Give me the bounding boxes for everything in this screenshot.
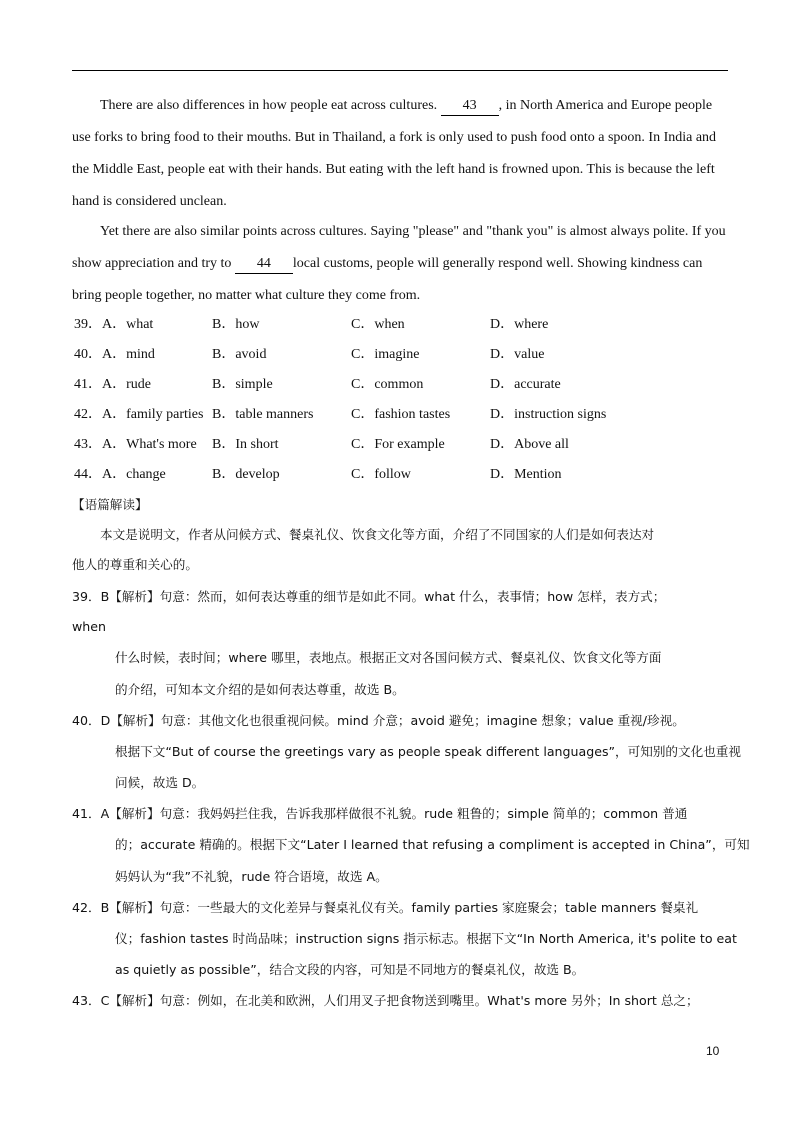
analysis-heading: 【语篇解读】 [72, 497, 148, 512]
blank-44: 44 [235, 255, 293, 274]
header-rule [72, 70, 728, 71]
explanation-line: 41．A【解析】句意：我妈妈拦住我，告诉我那样做很不礼貌。rude 粗鲁的；simple 简单的；common 普通 [72, 806, 688, 821]
summary-line-2: 他人的尊重和关心的。 [72, 557, 198, 572]
explanation-line: 39．B【解析】句意：然而，如何表达尊重的细节是如此不同。what 什么，表事情；how 怎样，表方式； [72, 589, 666, 604]
option-a: A．change [102, 467, 166, 482]
option-c: C．For example [351, 437, 445, 452]
explanation-line: 的；accurate 精确的。根据下文“Later I learned that refusing a compliment is accepted in China”，可知 [115, 837, 750, 852]
passage-p2-before: Yet there are also similar points across cultures. Saying "please" and "thank you" is almost always polite. If you show appreciation and try to [72, 224, 726, 271]
option-a: A．rude [102, 377, 151, 392]
option-c: C．when [351, 317, 405, 332]
option-b: B．In short [212, 437, 279, 452]
option-d: D．Above all [490, 437, 569, 452]
explanation-line: when [72, 619, 107, 634]
option-d: D．value [490, 347, 545, 362]
option-c: C．fashion tastes [351, 407, 451, 422]
option-c: C．common [351, 377, 424, 392]
question-number: 41． [74, 377, 102, 392]
explanation-line: 的介绍，可知本文介绍的是如何表达尊重，故选 B。 [115, 682, 405, 697]
explanation-line: 仪；fashion tastes 时尚品味；instruction signs 指示标志。根据下文“In North America, it's polite to eat [115, 931, 737, 946]
question-number: 40． [74, 347, 102, 362]
option-b: B．avoid [212, 347, 267, 362]
question-number: 44． [74, 467, 102, 482]
option-d: D．Mention [490, 467, 562, 482]
option-d: D．where [490, 317, 549, 332]
option-d: D．accurate [490, 377, 561, 392]
explanation-line: 根据下文“But of course the greetings vary as people speak different languages”，可知别的文化也重视 [115, 744, 741, 759]
explanation-line: 妈妈认为“我”不礼貌，rude 符合语境，故选 A。 [115, 869, 388, 884]
option-b: B．table manners [212, 407, 314, 422]
passage-p1-before: There are also differences in how people eat across cultures. [100, 98, 441, 113]
option-a: A．mind [102, 347, 155, 362]
option-c: C．imagine [351, 347, 420, 362]
explanation-line: as quietly as possible”，结合文段的内容，可知是不同地方的餐桌礼仪，故选 B。 [115, 962, 585, 977]
option-c: C．follow [351, 467, 411, 482]
question-number: 42． [74, 407, 102, 422]
option-b: B．simple [212, 377, 273, 392]
option-d: D．instruction signs [490, 407, 607, 422]
option-b: B．develop [212, 467, 280, 482]
explanation-line: 问候，故选 D。 [115, 775, 205, 790]
option-a: A．what [102, 317, 154, 332]
question-number: 43． [74, 437, 102, 452]
question-number: 39． [74, 317, 102, 332]
passage-p2-after: local customs, people will generally respond well. Showing kindness can bring people together, no matter what culture they come from. [72, 256, 703, 303]
summary-line-1: 本文是说明文，作者从问候方式、餐桌礼仪、饮食文化等方面，介绍了不同国家的人们是如何表达对 [100, 527, 655, 542]
passage-paragraph-1 [72, 90, 732, 218]
blank-43: 43 [441, 97, 499, 116]
option-a: A．family parties [102, 407, 204, 422]
explanation-line: 42．B【解析】句意：一些最大的文化差异与餐桌礼仪有关。family parties 家庭聚会；table manners 餐桌礼 [72, 900, 699, 915]
page-number: 10 [706, 1044, 720, 1058]
explanation-line: 40．D【解析】句意：其他文化也很重视问候。mind 介意；avoid 避免；imagine 想象；value 重视/珍视。 [72, 713, 685, 728]
passage-paragraph-2 [72, 216, 732, 312]
explanation-line: 什么时候，表时间；where 哪里，表地点。根据正文对各国问候方式、餐桌礼仪、饮食文化等方面 [115, 650, 662, 665]
explanation-line: 43．C【解析】句意：例如，在北美和欧洲，人们用叉子把食物送到嘴里。What's more 另外；In short 总之； [72, 993, 699, 1008]
passage-p1-after: , in North America and Europe people use forks to bring food to their mouths. But in Thailand, a fork is only used to push food onto a spoon. In India and the Middle East, people eat with their hands. But eating with the left hand is frowned upon. This is because the left hand is considered unclean. [72, 98, 717, 209]
option-a: A．What's more [102, 437, 197, 452]
option-b: B．how [212, 317, 260, 332]
